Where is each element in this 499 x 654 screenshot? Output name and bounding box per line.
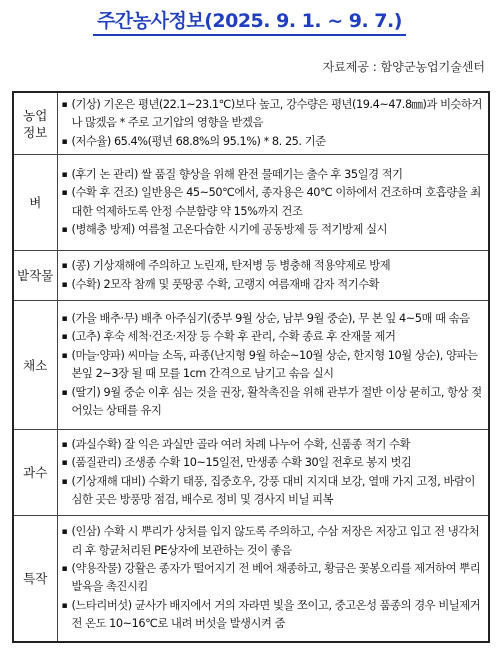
section-row-rice [13, 155, 489, 251]
list-item: ▪ (수확 후 건조) 일반용은 45~50℃에서, 종자용은 40℃ 이하에서 건조하며 호흡량을 최대한 억제하도록 안정 수분함량 약 15%까지 건조 [62, 184, 483, 221]
list-item: ▪ (수확) 2모작 참깨 및 풋땅콩 수확, 고랭지 여름재배 감자 적기수확 [62, 276, 483, 294]
list-item: ▪ (인삼) 수확 시 뿌리가 상처를 입지 않도록 주의하고, 수삼 저장은 저장고 입고 전 냉각처리 후 항균처리된 PE상자에 보관하는 것이 좋음 [62, 523, 483, 560]
content-cell [57, 301, 489, 430]
list-item: ▪ (딸기) 9월 중순 이후 심는 것을 권장, 활착촉진을 위해 관부가 절반 이상 묻히고, 항상 젖어있는 상태를 유지 [62, 384, 483, 421]
title-area [0, 6, 499, 36]
category-label: 벼 [29, 195, 42, 211]
category-cell [13, 155, 57, 251]
list-item: ▪ (후기 논 관리) 쌀 품질 향상을 위해 완전 물떼기는 출수 후 35일경 적기 [62, 166, 483, 184]
farming-info-table [12, 91, 490, 643]
list-item: ▪ (고추) 후숙 세척·건조·저장 등 수확 후 관리, 수확 종료 후 잔재물 제거 [62, 328, 483, 346]
list-item: ▪ (기상재해 대비) 수확기 태풍, 집중호우, 강풍 대비 지지대 보강, 열매 가지 고정, 바람이 심한 곳은 방풍망 점검, 배수로 정비 및 경사지 비닐 피복 [62, 473, 483, 510]
category-label: 특작 [23, 570, 48, 586]
content-cell [57, 92, 489, 155]
category-cell [13, 301, 57, 430]
content-cell [57, 430, 489, 516]
page-title: 주간농사정보(2025. 9. 1. ~ 9. 7.) [93, 6, 406, 36]
list-item: ▪ (느타리버섯) 균사가 배지에서 거의 자라면 빛을 쪼이고, 중고온성 품종의 경우 비닐제거 전 온도 10~16℃로 내려 버섯을 발생시켜 줌 [62, 597, 483, 634]
list-item: ▪ (약용작물) 강활은 종자가 떨어지기 전 베어 채종하고, 황금은 꽃봉오리를 제거하여 뿌리발육을 촉진시킴 [62, 560, 483, 597]
section-row-agri-info [13, 92, 489, 155]
item-list [62, 310, 483, 420]
section-row-fruit-trees [13, 430, 489, 516]
item-list [62, 523, 483, 633]
category-label: 채소 [23, 357, 48, 373]
category-cell [13, 92, 57, 155]
list-item: ▪ (저수율) 65.4%(평년 68.8%의 95.1%) * 8. 25. 기준 [62, 133, 483, 151]
section-row-special-crops [13, 516, 489, 642]
list-item: ▪ (품질관리) 조생종 수확 10~15일전, 만생종 수확 30일 전후로 봉지 벗김 [62, 454, 483, 472]
list-item: ▪ (기상) 기온은 평년(22.1~23.1℃)보다 높고, 강수량은 평년(19.4~47.8㎜)과 비슷하거나 많겠음 * 주로 고기압의 영향을 받겠음 [62, 96, 483, 133]
category-label: 밭작물 [17, 268, 54, 284]
list-item: ▪ (콩) 기상재해에 주의하고 노린재, 탄저병 등 병충해 적용약제로 방제 [62, 257, 483, 275]
category-label: 농업 정보 [23, 107, 48, 140]
content-cell [57, 155, 489, 251]
category-cell [13, 430, 57, 516]
item-list [62, 166, 483, 240]
item-list [62, 257, 483, 294]
list-item: ▪ (병해충 방제) 여름철 고온다습한 시기에 공동방제 등 적기방제 실시 [62, 221, 483, 239]
category-cell [13, 251, 57, 301]
list-item: ▪ (과실수확) 잘 익은 과실만 골라 여러 차례 나누어 수확, 신품종 적기 수확 [62, 436, 483, 454]
category-label: 과수 [23, 465, 48, 481]
list-item: ▪ (가을 배추·무) 배추 아주심기(중부 9월 상순, 남부 9월 중순), 무 본 잎 4~5매 때 솎음 [62, 310, 483, 328]
content-cell [57, 251, 489, 301]
list-item: ▪ (마늘·양파) 씨마늘 소독, 파종(난지형 9월 하순~10월 상순, 한지형 10월 상순), 양파는 본잎 2~3장 될 때 모를 1cm 간격으로 남기고 솎음 실시 [62, 347, 483, 384]
section-row-vegetables [13, 301, 489, 430]
section-row-field-crops [13, 251, 489, 301]
item-list [62, 96, 483, 151]
source-credit: 자료제공 : 함양군농업기술센터 [322, 60, 485, 74]
item-list [62, 436, 483, 510]
category-cell [13, 516, 57, 642]
content-cell [57, 516, 489, 642]
